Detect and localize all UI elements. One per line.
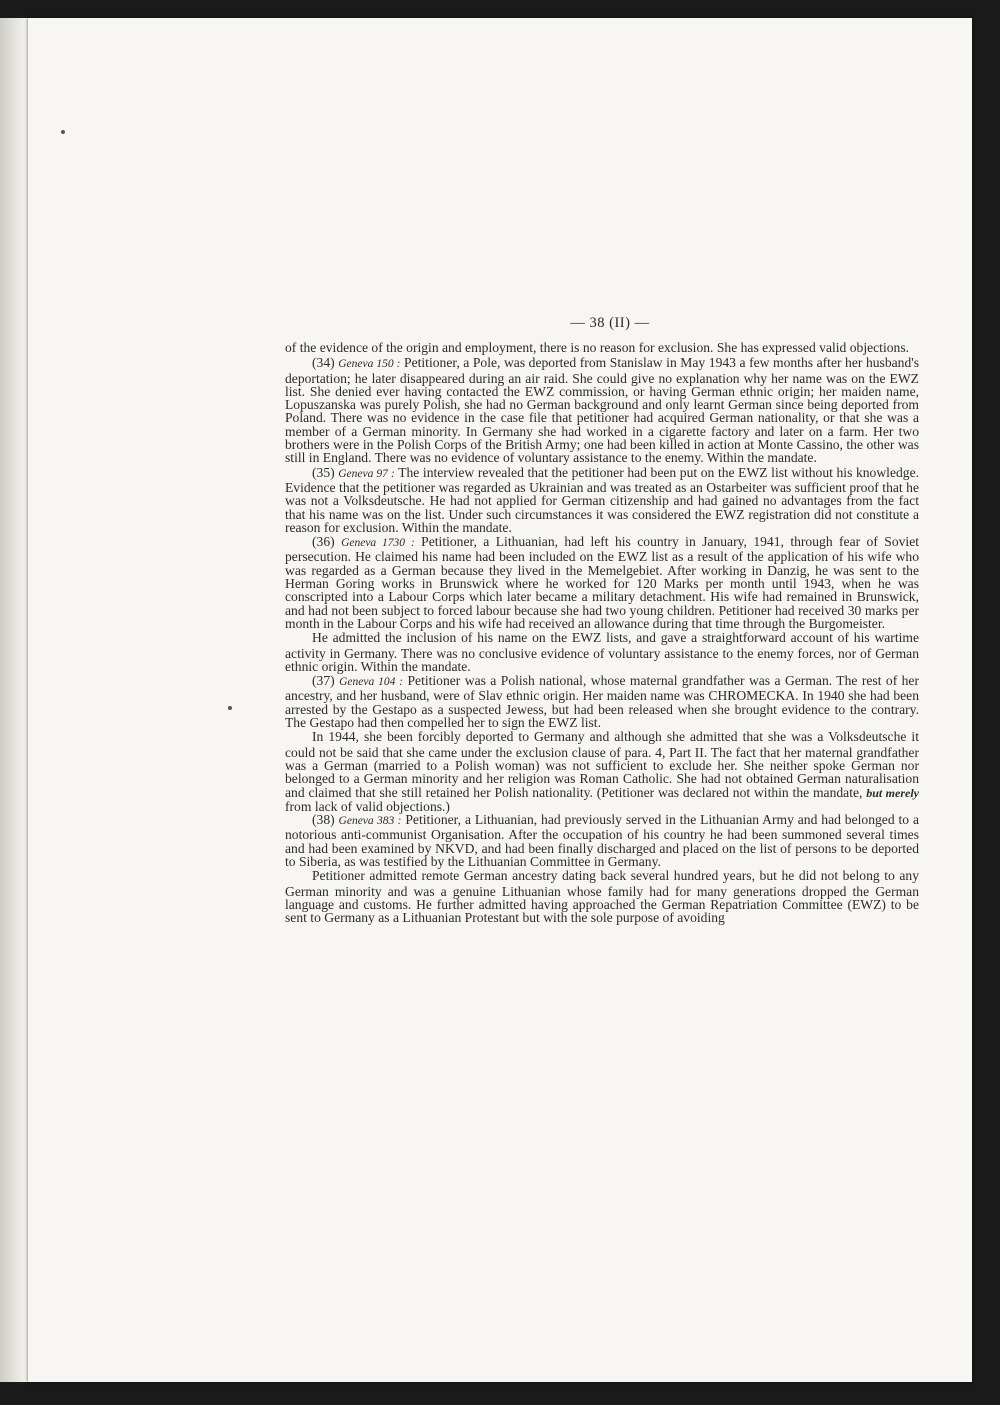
- paragraph-text: Petitioner, a Pole, was deported from Stanislaw in May 1943 a few months after her husband's deportation; he later disappeared during an air raid. She could give no explanation why her name was on the EWZ list. She denied ever having contacted the EWZ commission, or having German ethnic origin; her maiden name, Lopuszanska was purely Polish, she had no German background and only learnt German since being deported from Poland. There was no evidence in the case file that petitioner had acquired German nationality, or that she was a member of a German minority. In Germany she had worked in a cigarette factory and later on a farm. Her two brothers were in the Polish Corps of the British Army; one had been killed in action at Monte Cassino, the other was still in England. There was no evidence of voluntary assistance to the enemy. Within the mandate.: [285, 355, 920, 466]
- paragraph-number: (35): [312, 464, 339, 480]
- paragraph: [285, 466, 919, 535]
- paragraph: [285, 631, 919, 674]
- paragraph: [285, 674, 919, 730]
- paragraph-number: (34): [312, 355, 339, 371]
- paragraph-number: (38): [312, 812, 339, 828]
- paragraph: [285, 535, 919, 631]
- paragraph-text: Petitioner, a Lithuanian, had previously served in the Lithuanian Army and had belonged to a notorious anti-communist Organisation. After the occupation of his country he had been summoned several times and had been examined by NKVD, and had been finally discharged and placed on the list of persons to be deported to Siberia, as was testified by the Lithuanian Committee in Germany.: [285, 812, 919, 869]
- case-reference: Geneva 383 :: [338, 815, 402, 828]
- paragraph-text: of the evidence of the origin and employment, there is no reason for exclusion. She has expressed valid objections.: [285, 340, 910, 355]
- case-reference: Geneva 150 :: [338, 358, 401, 371]
- paragraph: [285, 356, 919, 465]
- paragraph: [285, 341, 919, 356]
- margin-mark: [61, 130, 65, 134]
- paragraph: [285, 730, 919, 813]
- case-reference: Geneva 104 :: [339, 676, 404, 689]
- paragraph: [285, 813, 919, 869]
- document-body: [285, 341, 919, 925]
- margin-mark: [228, 706, 232, 710]
- paragraph-text: Petitioner, a Lithuanian, had left his country in January, 1941, through fear of Soviet persecution. He claimed his name had been included on the EWZ list as a result of the application of his wife who was regarded as a German because they lived in the Memelgebiet. After working in Danzig, he was sent to the Herman Goring works in Brunswick where he worked for 120 Marks per month until 1943, when he was conscripted into a Labour Corps which later became a military detachment. His wife had remained in Brunswick, and had not been subject to forced labour because she had two young children. Petitioner had received 30 marks per month in the Labour Corps and his wife had received an allowance during that time through the Burgomeister.: [285, 534, 920, 631]
- paragraph-number: (36): [312, 534, 342, 550]
- paragraph-text: Petitioner was a Polish national, whose maternal grandfather was a German. The rest of her ancestry, and her husband, were of Slav ethnic origin. Her maiden name was CHROMECKA. In 1940 she had been arrested by the Gestapo as a suspected Jewess, but had been released when she brought evidence to the contrary. The Gestapo had then compelled her to sign the EWZ list.: [285, 673, 919, 731]
- paragraph-number: (37): [312, 673, 340, 689]
- paragraph-text: The interview revealed that the petitioner had been put on the EWZ list without his knowledge. Evidence that the petitioner was regarded as Ukrainian and was treated as an Ostarbeiter was sufficient proof that he was not a Volksdeutsche. He had not applied for German citizenship and had gained no advantages from the fact that his name was on the list. Under such circumstances it was considered the EWZ registration did not constitute a reason for exclusion. Within the mandate.: [285, 464, 920, 535]
- paragraph-text: Petitioner admitted remote German ancestry dating back several hundred years, but he did not belong to any German minority and was a genuine Lithuanian whose family had for many generations dropped the German language and customs. He further admitted having approached the German Repatriation Committee (EWZ) to be sent to Germany as a Lithuanian Protestant but with the sole purpose of avoiding: [285, 868, 919, 926]
- page-number: — 38 (II) —: [570, 315, 650, 331]
- paragraph-text: In 1944, she been forcibly deported to Germany and although she admitted that she was a Volksdeutsche it could not be said that she came under the exclusion clause of para. 4, Part II. The fact that her maternal grandfather was a German (married to a Polish woman) was not sufficient to exclude her. She neither spoke German nor belonged to a German minority and her religion was Roman Catholic. She had not obtained German naturalisation and claimed that she still retained her Polish nationality. (Petitioner was declared not within the mandate,: [285, 729, 919, 800]
- case-reference: Geneva 97 :: [338, 467, 395, 480]
- binding-spine: [0, 18, 30, 1382]
- paragraph-tail: from lack of valid objections.): [285, 798, 450, 814]
- paragraph: [285, 869, 919, 925]
- emphasis-text: but merely: [866, 785, 919, 800]
- case-reference: Geneva 1730 :: [341, 537, 415, 550]
- paragraph-text: He admitted the inclusion of his name on the EWZ lists, and gave a straightforward account of his wartime activity in Germany. There was no conclusive evidence of voluntary assistance to the enemy forces, nor of German ethnic origin. Within the mandate.: [285, 630, 919, 674]
